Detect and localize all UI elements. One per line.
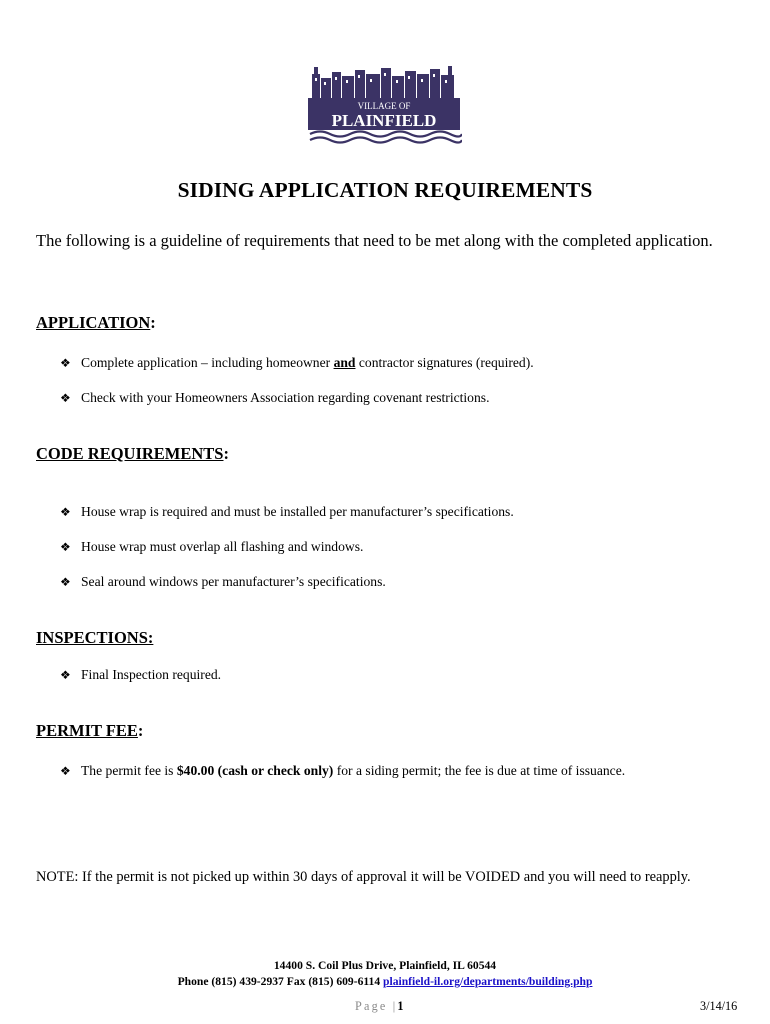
page-title: SIDING APPLICATION REQUIREMENTS [177, 178, 593, 202]
application-heading-text: APPLICATION [36, 313, 151, 332]
bullet-icon: ❖ [60, 356, 71, 370]
footer-address: 14400 S. Coil Plus Drive, Plainfield, IL 60544 [273, 959, 497, 972]
inspections-heading [36, 628, 153, 648]
list-item: ❖ House wrap must overlap all flashing and windows. [60, 539, 364, 554]
intro-paragraph: The following is a guideline of requirements that need to be met along with the completed application. [36, 231, 713, 250]
list-item: ❖ Final Inspection required. [60, 667, 222, 682]
bullet-icon: ❖ [60, 505, 71, 519]
page-number-value: 1 [397, 999, 404, 1013]
footer-phone-fax: Phone (815) 439-2937 Fax (815) 609-6114 [177, 975, 384, 988]
code-heading-colon: : [223, 444, 229, 463]
note-text: NOTE: If the permit is not picked up within 30 days of approval it will be VOIDED and you will need to reapply. [36, 869, 691, 885]
footer-website-link[interactable]: plainfield-il.org/departments/building.php [383, 975, 593, 988]
fee-heading-colon: : [137, 721, 144, 740]
list-item: ❖ The permit fee is $40.00 (cash or check only) for a siding permit; the fee is due at time of issuance. [60, 763, 626, 778]
inspections-heading-text: INSPECTIONS: [36, 628, 154, 647]
emphasis-and: and [333, 355, 356, 370]
list-item: ❖ Check with your Homeowners Association regarding covenant restrictions. [60, 390, 490, 405]
fee-amount: $40.00 (cash or check only) [176, 763, 334, 778]
logo-big-text: PLAINFIELD [331, 111, 437, 130]
bullet-icon: ❖ [60, 391, 71, 405]
code-requirements-heading [36, 444, 229, 464]
bullet-icon: ❖ [60, 668, 71, 682]
footer-date: 3/14/16 [700, 999, 738, 1013]
footer-contact [0, 975, 770, 988]
list-item: ❖ House wrap is required and must be installed per manufacturer’s specifications. [60, 504, 514, 519]
list-item: ❖ Seal around windows per manufacturer’s specifications. [60, 574, 386, 589]
logo-small-text: VILLAGE OF [357, 101, 411, 111]
list-item: ❖ Complete application – including homeowner and contractor signatures (required). [60, 355, 534, 370]
bullet-icon: ❖ [60, 575, 71, 589]
code-heading-text: CODE REQUIREMENTS [36, 444, 224, 463]
fee-heading-text: PERMIT FEE [36, 721, 138, 740]
bullet-icon: ❖ [60, 764, 71, 778]
permit-fee-heading [36, 721, 143, 741]
application-heading-colon: : [150, 313, 156, 332]
application-heading [36, 313, 156, 333]
page-word: Page | [355, 999, 398, 1013]
bullet-icon: ❖ [60, 540, 71, 554]
page-number [355, 999, 403, 1014]
village-logo [306, 62, 462, 146]
